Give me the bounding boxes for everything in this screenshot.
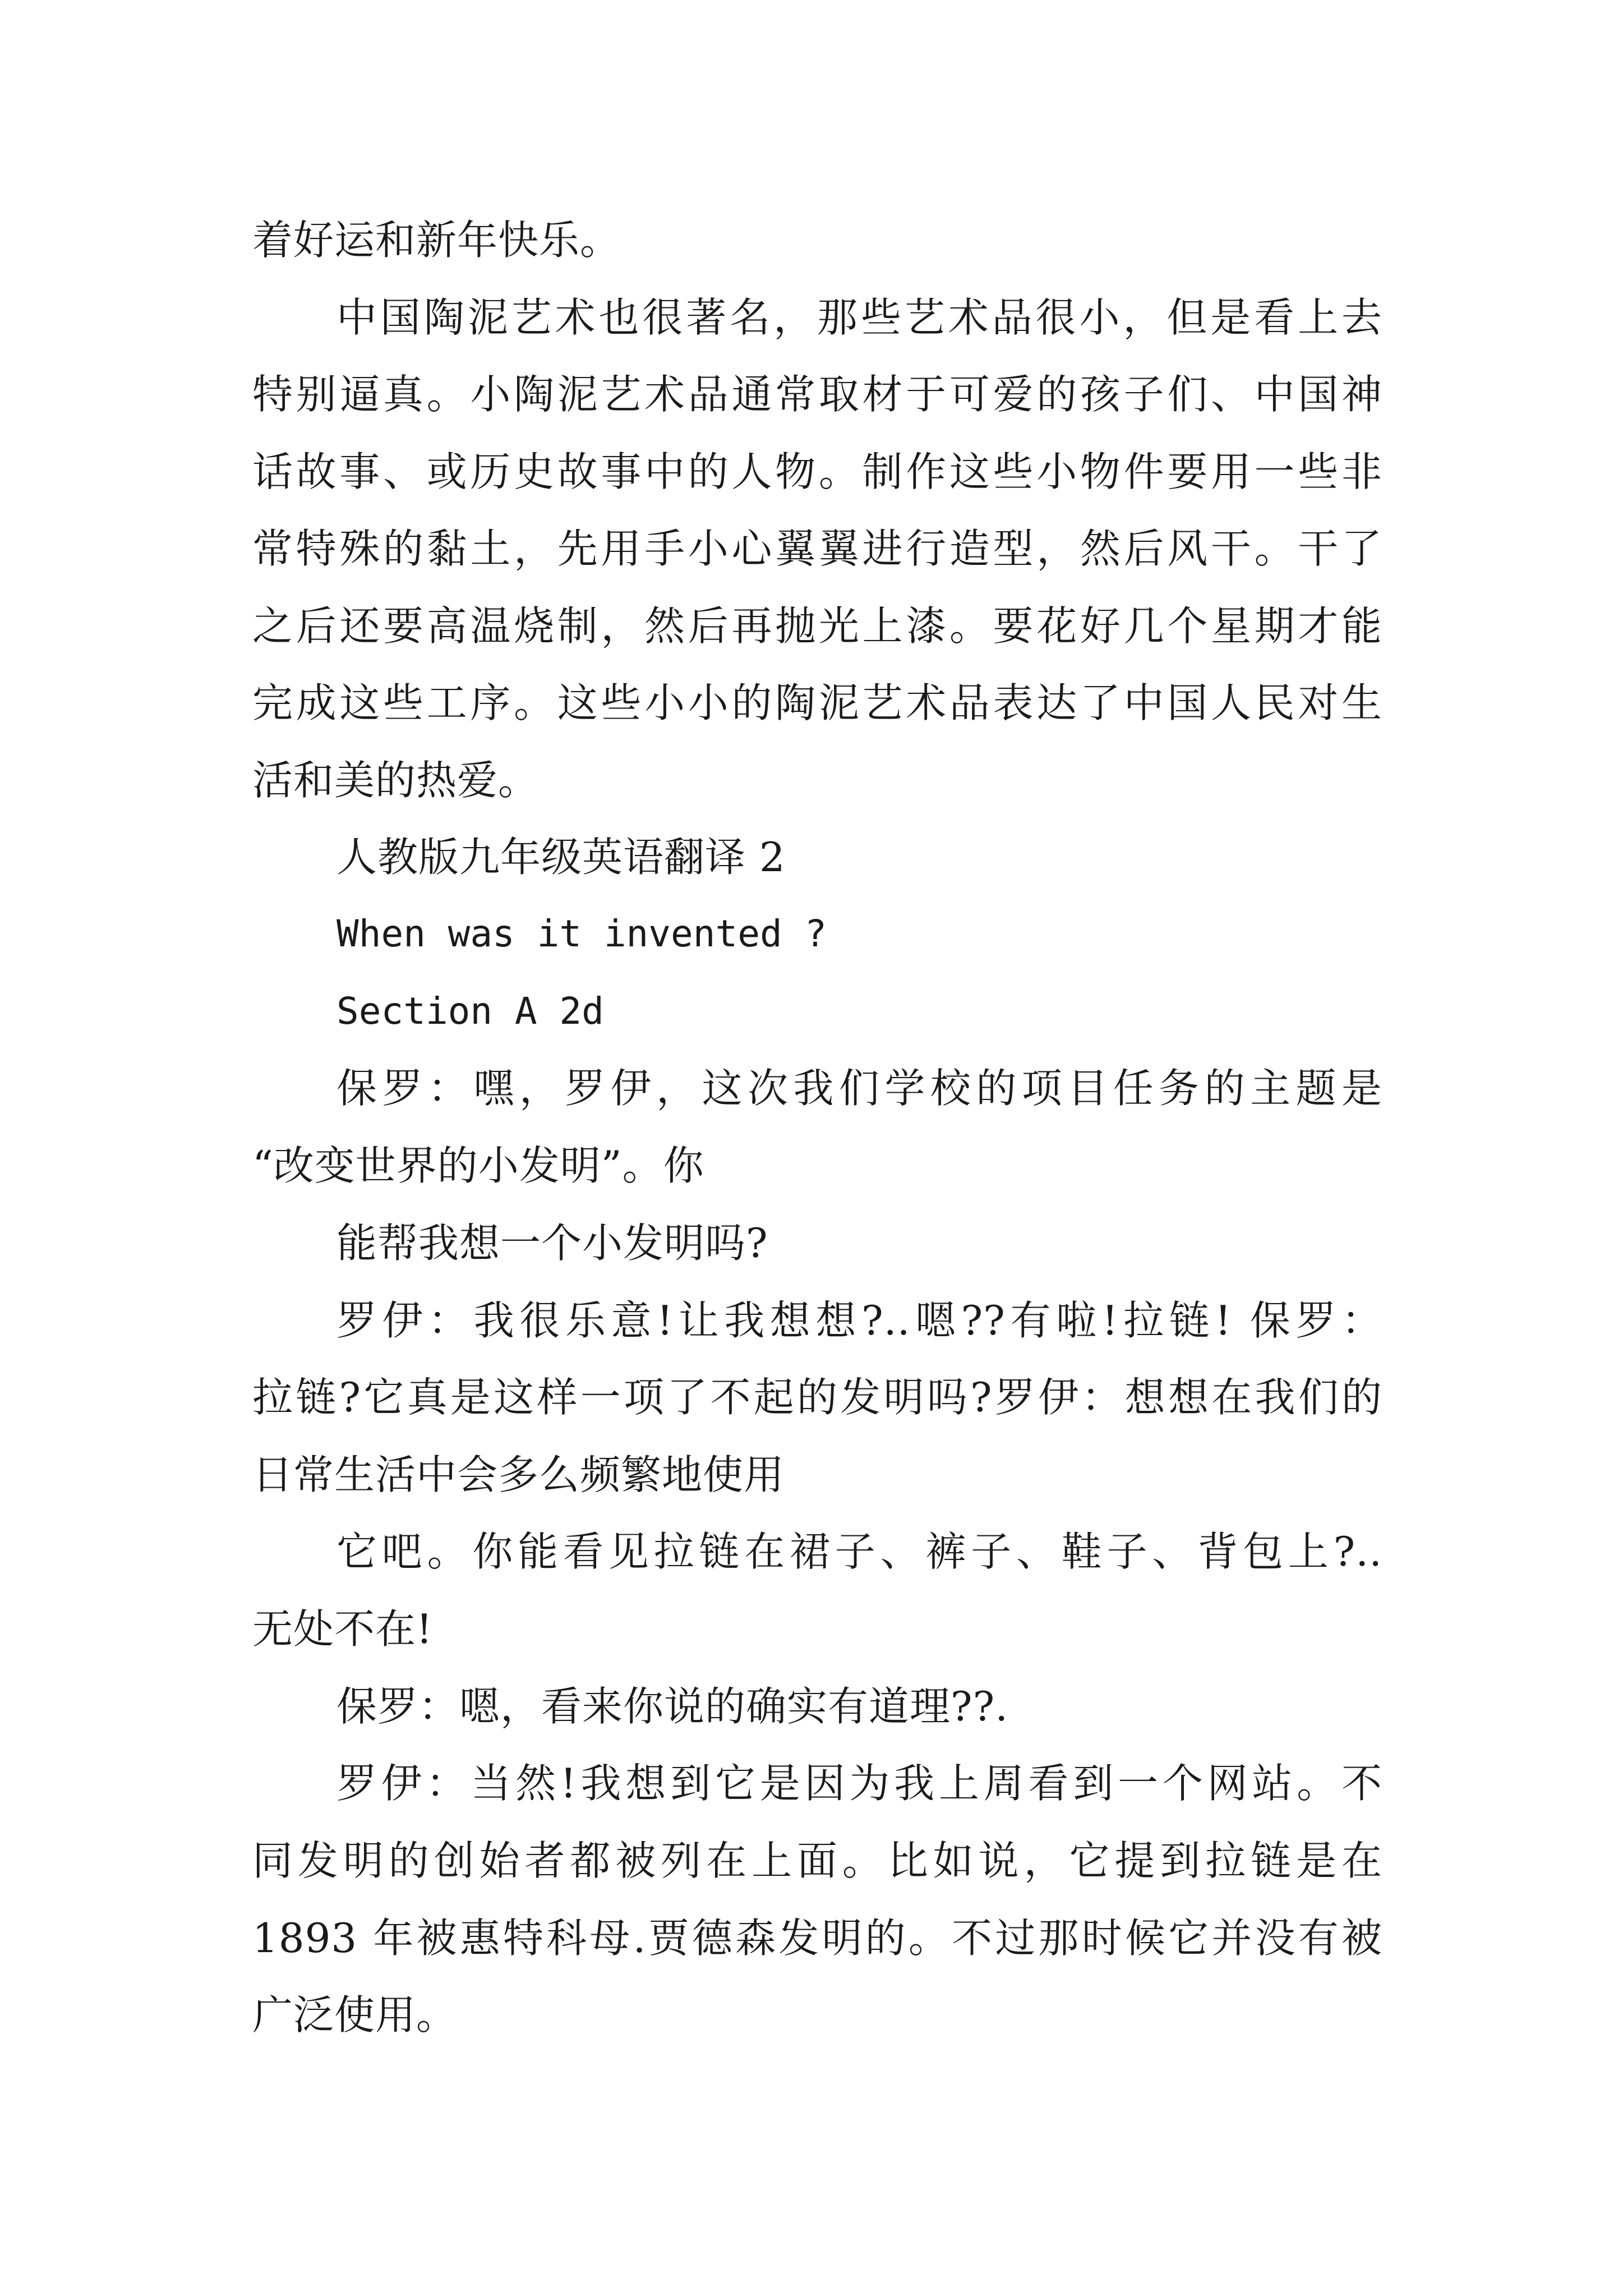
text-line-17: 日常生活中会多么频繁地使用: [252, 1451, 785, 1498]
section-heading: 人教版九年级英语翻译 2: [336, 834, 786, 881]
text-line-21: 罗伊：当然!我想到它是因为我上周看到一个网站。不: [336, 1760, 1382, 1807]
text-line-15: 罗伊：我很乐意!让我想想?..嗯??有啦!拉链! 保罗：: [336, 1297, 1382, 1344]
text-line-12: 保罗：嘿，罗伊，这次我们学校的项目任务的主题是: [336, 1065, 1382, 1112]
text-line-5: 常特殊的黏土，先用手小心翼翼进行造型，然后风干。干了: [252, 525, 1382, 572]
text-line-2: 中国陶泥艺术也很著名，那些艺术品很小，但是看上去: [336, 294, 1382, 341]
text-line-23: 1893 年被惠特科母.贾德森发明的。不过那时候它并没有被: [252, 1915, 1382, 1962]
text-line-3: 特别逼真。小陶泥艺术品通常取材于可爱的孩子们、中国神: [252, 371, 1382, 418]
text-line-20: 保罗：嗯，看来你说的确实有道理??.: [336, 1683, 1009, 1730]
text-line-1: 着好运和新年快乐。: [252, 217, 621, 264]
text-line-13: “改变世界的小发明”。你: [252, 1142, 704, 1189]
section-label: Section A 2d: [336, 990, 604, 1033]
lesson-title: When was it invented ?: [336, 912, 827, 955]
text-line-6: 之后还要高温烧制，然后再抛光上漆。要花好几个星期才能: [252, 602, 1382, 650]
text-line-4: 话故事、或历史故事中的人物。制作这些小物件要用一些非: [252, 448, 1382, 495]
text-line-8: 活和美的热爱。: [252, 757, 540, 804]
text-line-22: 同发明的创始者都被列在上面。比如说，它提到拉链是在: [252, 1837, 1382, 1884]
text-line-14: 能帮我想一个小发明吗?: [336, 1220, 768, 1267]
text-line-18: 它吧。你能看见拉链在裙子、裤子、鞋子、背包上?..: [336, 1528, 1382, 1575]
text-line-7: 完成这些工序。这些小小的陶泥艺术品表达了中国人民对生: [252, 679, 1382, 726]
text-line-16: 拉链?它真是这样一项了不起的发明吗?罗伊：想想在我们的: [252, 1374, 1382, 1421]
text-line-19: 无处不在!: [252, 1605, 433, 1653]
text-line-24: 广泛使用。: [252, 1991, 458, 2039]
